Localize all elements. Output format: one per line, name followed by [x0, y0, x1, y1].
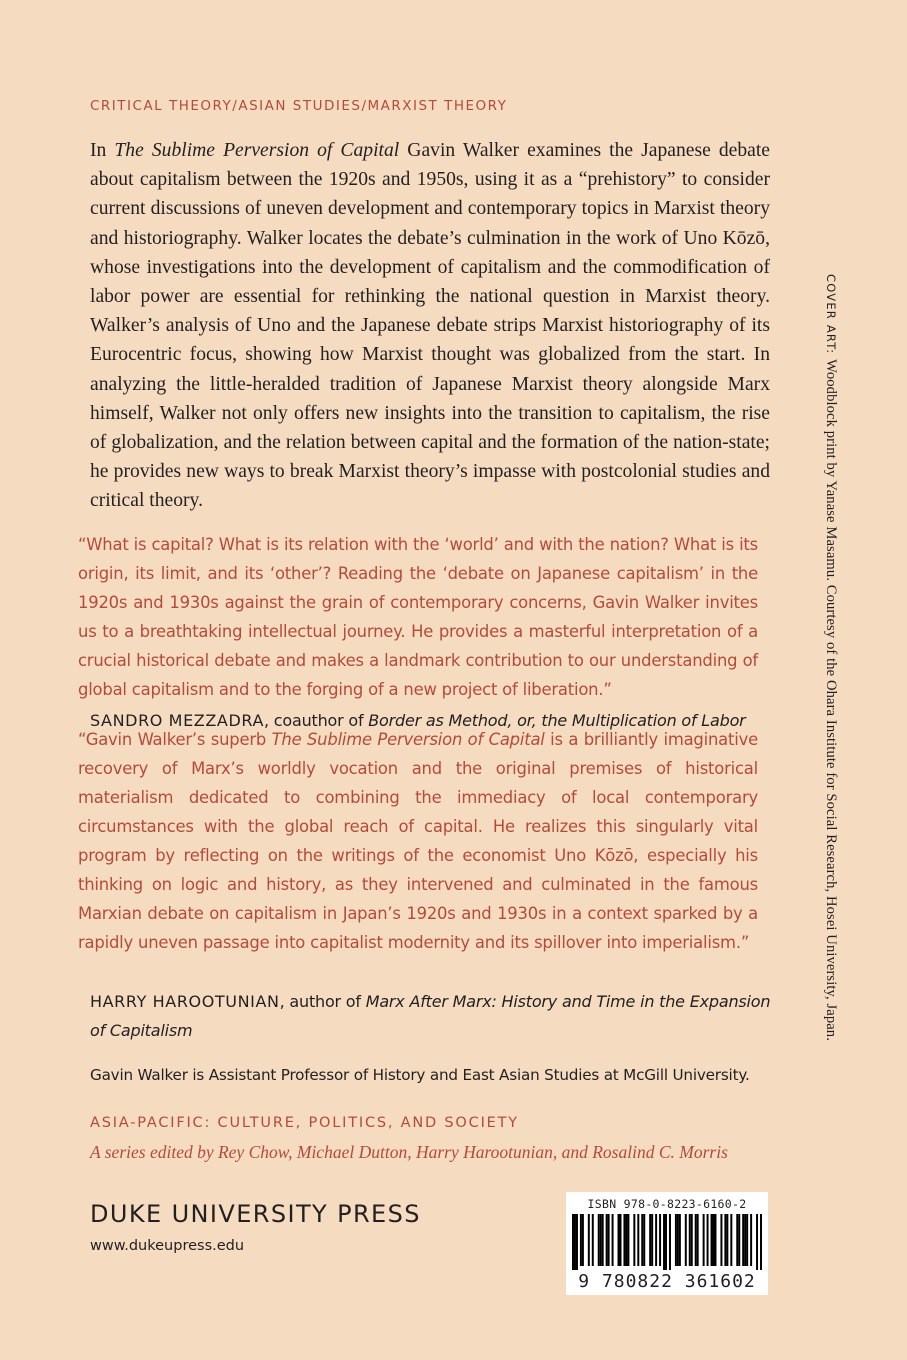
cover-art-credit: [822, 274, 839, 1041]
book-description: [90, 136, 770, 516]
series-title: ASIA-PACIFIC: CULTURE, POLITICS, AND SOCIETY: [90, 1115, 519, 1131]
cover-art-text: Woodblock print by Yanase Masamu. Courtesy of the Ohara Institute for Social Research, Hosei University, Japan.: [823, 359, 839, 1041]
description-book-title: The Sublime Perversion of Capital: [114, 140, 400, 161]
author-bio: Gavin Walker is Assistant Professor of History and East Asian Studies at McGill University.: [90, 1066, 750, 1084]
barcode-bar: [736, 1214, 738, 1266]
barcode-bar: [703, 1214, 705, 1266]
endorser-work-2: Marx After Marx: History and Time in the Expansion of Capitalism: [90, 992, 771, 1040]
barcode-bar: [588, 1214, 590, 1266]
barcode-bar: [655, 1214, 657, 1266]
endorser-role-1: , coauthor of: [264, 711, 369, 730]
barcode-icon: [572, 1214, 762, 1270]
barcode-bar: [750, 1214, 752, 1266]
barcode-bar: [677, 1214, 679, 1266]
barcode-bar: [665, 1214, 667, 1270]
barcode-bar: [746, 1214, 748, 1266]
barcode-bar: [742, 1214, 744, 1266]
barcode-bar: [711, 1214, 713, 1266]
barcode-bar: [602, 1214, 604, 1266]
endorser-name-2: HARRY HAROOTUNIAN: [90, 992, 280, 1011]
barcode-bar: [641, 1214, 643, 1266]
barcode-bar: [592, 1214, 594, 1266]
barcode-bar: [627, 1214, 629, 1266]
barcode-bar: [760, 1214, 762, 1270]
barcode-bar: [669, 1214, 671, 1270]
description-body: Gavin Walker examines the Japanese debate about capitalism between the 1920s and 1950s, using it as a “prehistory” to consider current discussions of uneven development and contemporary topics in Marxist theory and historiography. Walker locates the debate’s culmination in the work of Uno Kōzō, whose investigations into the development of capitalism and the commodification of labor power are essential for rethinking the national question in Marxist theory. Walker’s analysis of Uno and the Japanese debate strips Marxist historiography of its Eurocentric focus, showing how Marxist thought was globalized from the start. In analyzing the little-heralded tradition of Japanese Marxist theory alongside Marx himself, Walker not only offers new insights into the transition to capitalism, the rise of globalization, and the relation between capital and the formation of the nation-state; he provides new ways to break Marxist theory’s impasse with postcolonial studies and critical theory.: [90, 140, 770, 512]
barcode-bar: [715, 1214, 717, 1266]
quote2-open: “Gavin Walker’s superb: [78, 730, 272, 749]
quote2-book-title: The Sublime Perversion of Capital: [271, 730, 545, 749]
barcode-bar: [738, 1214, 740, 1266]
barcode-bar: [685, 1214, 687, 1266]
barcode-digits: 9 780822 361602: [578, 1271, 756, 1292]
barcode-bar: [625, 1214, 627, 1266]
barcode-bar: [726, 1214, 728, 1266]
barcode-bar: [713, 1214, 715, 1266]
endorser-role-2: , author of: [279, 992, 366, 1011]
cover-art-label: COVER ART:: [824, 274, 838, 360]
barcode-bar: [649, 1214, 651, 1266]
barcode-bar: [608, 1214, 610, 1266]
isbn-barcode: [566, 1192, 768, 1295]
barcode-bar: [730, 1214, 732, 1266]
barcode-bar: [580, 1214, 582, 1266]
barcode-bar: [600, 1214, 602, 1266]
endorsement-quote-2: [78, 725, 758, 957]
endorsement-quote-1: “What is capital? What is its relation with the ‘world’ and with the nation? What is its origin, its limit, and its ‘other’? Reading the ‘debate on Japanese capitalism’ in the 1920s and 1930s against the grain of contemporary concerns, Gavin Walker invites us to a breathtaking intellectual journey. He provides a masterful interpretation of a crucial historical debate and makes a landmark contribution to our understanding of global capitalism and to the forging of a new project of liberation.”: [78, 535, 758, 699]
barcode-bar: [643, 1214, 645, 1266]
isbn-label: ISBN 978-0-8223-6160-2: [587, 1197, 747, 1211]
barcode-bar: [651, 1214, 653, 1266]
barcode-bar: [663, 1214, 665, 1270]
endorser-name-1: SANDRO MEZZADRA: [90, 711, 264, 730]
barcode-bar: [606, 1214, 608, 1266]
barcode-bar: [582, 1214, 584, 1266]
publisher-name: DUKE UNIVERSITY PRESS: [90, 1200, 421, 1228]
barcode-bar: [620, 1214, 622, 1266]
series-editors: A series edited by Rey Chow, Michael Dutton, Harry Harootunian, and Rosalind C. Morris: [90, 1142, 728, 1162]
barcode-bar: [697, 1214, 699, 1266]
barcode-bar: [637, 1214, 639, 1266]
barcode-bar: [659, 1214, 661, 1266]
barcode-bar: [623, 1214, 625, 1266]
endorser-work-1: Border as Method, or, the Multiplication of Labor: [368, 711, 746, 730]
barcode-bar: [574, 1214, 576, 1270]
barcode-bar: [707, 1214, 709, 1266]
barcode-bar: [689, 1214, 691, 1266]
description-prefix: In: [90, 140, 115, 161]
quote2-body: is a brilliantly imaginative recovery of Marx’s worldly vocation and the original premises of historical materialism dedicated to combining the immediacy of local contemporary circumstances with the global reach of capital. He realizes this singularly vital program by reflecting on the writings of the economist Uno Kōzō, especially his thinking on logic and history, as they intervened and culminated in the famous Marxian debate on capitalism in Japan’s 1920s and 1930s in a context sparked by a rapidly uneven passage into capitalist modernity and its spillover into imperialism.”: [78, 730, 758, 952]
category-label: CRITICAL THEORY/ASIAN STUDIES/MARXIST THEORY: [90, 98, 508, 114]
barcode-bar: [691, 1214, 693, 1266]
barcode-bar: [633, 1214, 635, 1266]
barcode-bar: [618, 1214, 620, 1266]
barcode-bar: [679, 1214, 681, 1266]
barcode-bar: [744, 1214, 746, 1266]
barcode-bar: [612, 1214, 614, 1266]
barcode-bar: [724, 1214, 726, 1266]
endorsement-attribution-2: [90, 987, 780, 1045]
barcode-bar: [572, 1214, 574, 1270]
barcode-bar: [598, 1214, 600, 1266]
barcode-bar: [576, 1214, 578, 1270]
barcode-bar: [695, 1214, 697, 1266]
barcode-bar: [720, 1214, 722, 1266]
publisher-url[interactable]: www.dukeupress.edu: [90, 1238, 245, 1254]
barcode-bar: [756, 1214, 758, 1270]
barcode-bar: [675, 1214, 677, 1266]
